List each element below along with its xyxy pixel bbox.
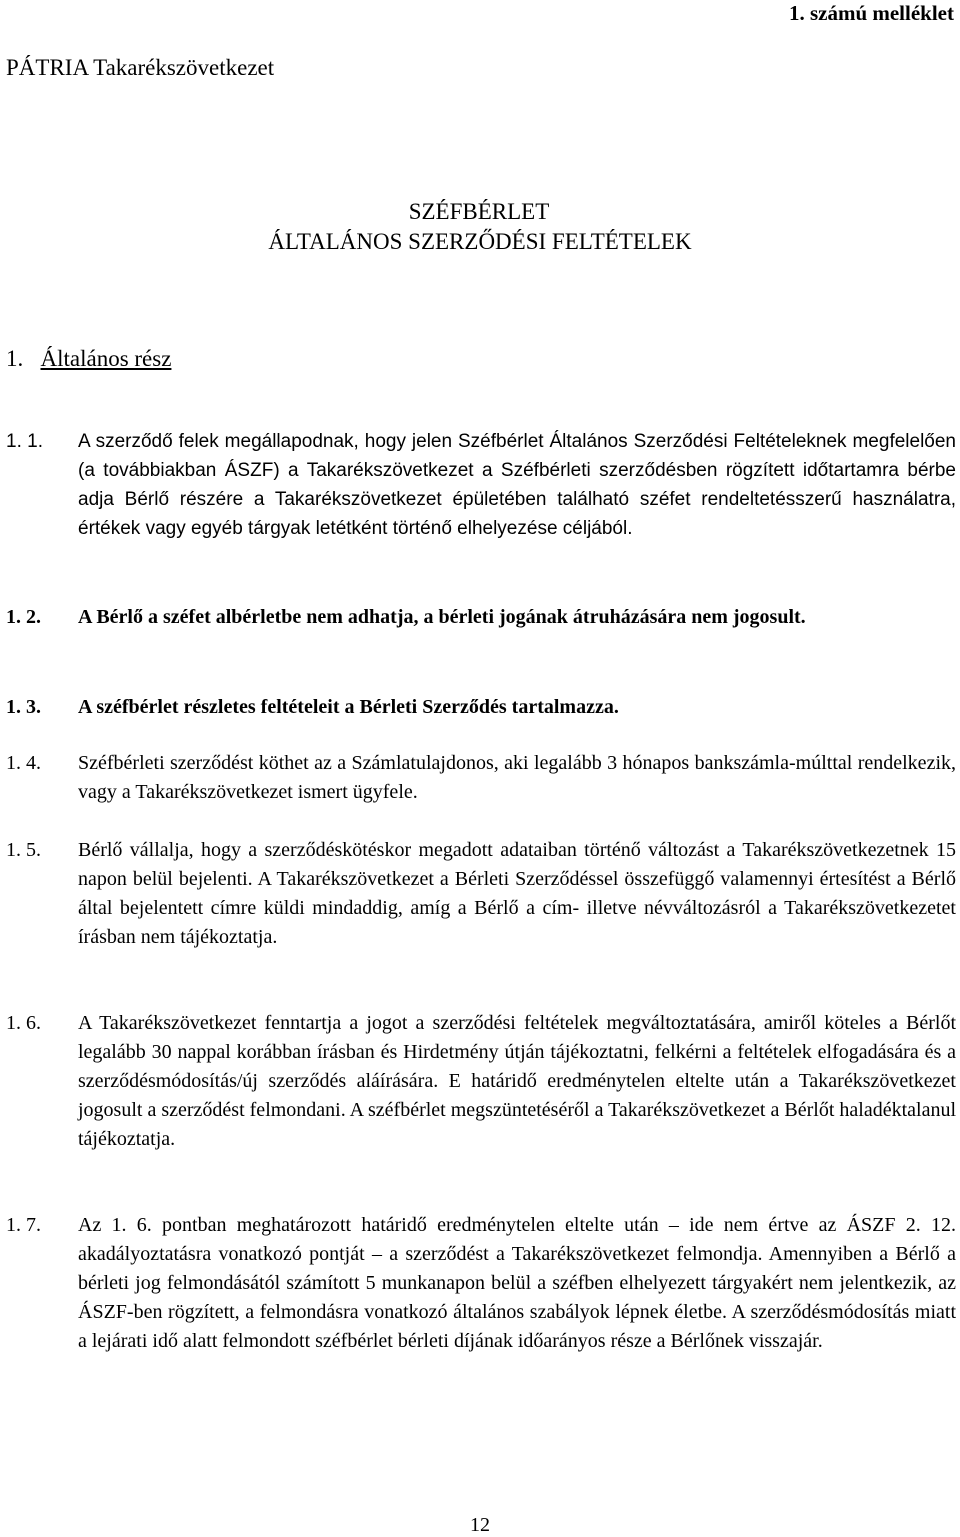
paragraph-text: Bérlő vállalja, hogy a szerződéskötéskor megadott adataiban történő változást a Takarékszövetkezetnek 15 napon belül bejelenti. A Takarékszövetkezet a Bérleti Szerződéssel összefüggő valamennyi értesítést a Bérlő által bejelentett címre küldi mindaddig, amíg a Bérlő a cím- illetve névváltozásról a Takarékszövetkezetet írásban nem tájékoztatja. bbox=[78, 839, 956, 948]
paragraph-1-1 bbox=[6, 427, 956, 543]
paragraph-number: 1. 3. bbox=[6, 696, 41, 718]
paragraph-text: Széfbérleti szerződést köthet az a Számlatulajdonos, aki legalább 3 hónapos bankszámla-múlttal rendelkezik, vagy a Takarékszövetkezet ismert ügyfele. bbox=[78, 752, 956, 803]
paragraph-number: 1. 6. bbox=[6, 1012, 41, 1034]
paragraph-text: A Takarékszövetkezet fenntartja a jogot a szerződési feltételek megváltoztatására, amiről köteles a Bérlőt legalább 30 nappal korábban írásban és Hirdetmény útján tájékoztatni, felkérni a feltételek elfogadására és a szerződésmódosítás/új szerződés aláírására. E határidő eredménytelen eltelte után a Takarékszövetkezet jogosult a szerződést felmondani. A széfbérlet megszüntetéséről a Takarékszövetkezet a Bérlőt haladéktalanul tájékoztatja. bbox=[78, 1012, 956, 1150]
organization-name: PÁTRIA Takarékszövetkezet bbox=[6, 55, 275, 80]
paragraph-number: 1. 7. bbox=[6, 1214, 41, 1236]
annex-label: 1. számú melléklet bbox=[788, 1, 954, 25]
paragraph-number: 1. 5. bbox=[6, 839, 41, 861]
page-number: 12 bbox=[470, 1514, 490, 1536]
document-subtitle: ÁLTALÁNOS SZERZŐDÉSI FELTÉTELEK bbox=[268, 229, 692, 254]
paragraph-text: A Bérlő a széfet albérletbe nem adhatja, a bérleti jogának átruházására nem jogosult. bbox=[78, 606, 806, 628]
paragraph-text: Az 1. 6. pontban meghatározott határidő eredménytelen eltelte után – ide nem értve az ÁSZF 2. 12. akadályoztatásra vonatkozó pontját – a szerződést a Takarékszövetkezet felmondja. Amennyiben a Bérlő a bérleti jog felmondásától számított 5 munkanapon belül a széfben elhelyezett tárgyakért nem jelentkezik, az ÁSZF-ben rögzített, a felmondásra vonatkozó általános szabályok lépnek életbe. A szerződésmódosítás miatt a lejárati idő alatt felmondott széfbérlet bérleti díjának időarányos része a Bérlőnek visszajár. bbox=[78, 1214, 956, 1352]
section-heading bbox=[6, 345, 171, 373]
paragraph-1-5 bbox=[6, 836, 956, 952]
paragraph-1-7 bbox=[6, 1211, 956, 1356]
paragraph-1-4 bbox=[6, 749, 956, 807]
paragraph-number: 1. 1. bbox=[6, 431, 43, 452]
paragraph-1-6 bbox=[6, 1009, 956, 1154]
section-title: Általános rész bbox=[40, 346, 172, 371]
section-number: 1. bbox=[6, 346, 24, 371]
paragraph-1-3 bbox=[6, 693, 956, 722]
paragraph-number: 1. 2. bbox=[6, 606, 41, 628]
document-title: SZÉFBÉRLET bbox=[408, 199, 550, 224]
paragraph-text: A szerződő felek megállapodnak, hogy jelen Széfbérlet Általános Szerződési Feltételeknek megfelelően (a továbbiakban ÁSZF) a Takarékszövetkezet a Széfbérleti szerződésben rögzített időtartamra bérbe adja Bérlő részére a Takarékszövetkezet épületében található széfet rendeltetésszerű használatra, értékek vagy egyéb tárgyak letétként történő elhelyezése céljából. bbox=[78, 431, 956, 539]
paragraph-number: 1. 4. bbox=[6, 752, 41, 774]
paragraph-1-2 bbox=[6, 603, 956, 632]
paragraph-text: A széfbérlet részletes feltételeit a Bérleti Szerződés tartalmazza. bbox=[78, 696, 619, 718]
